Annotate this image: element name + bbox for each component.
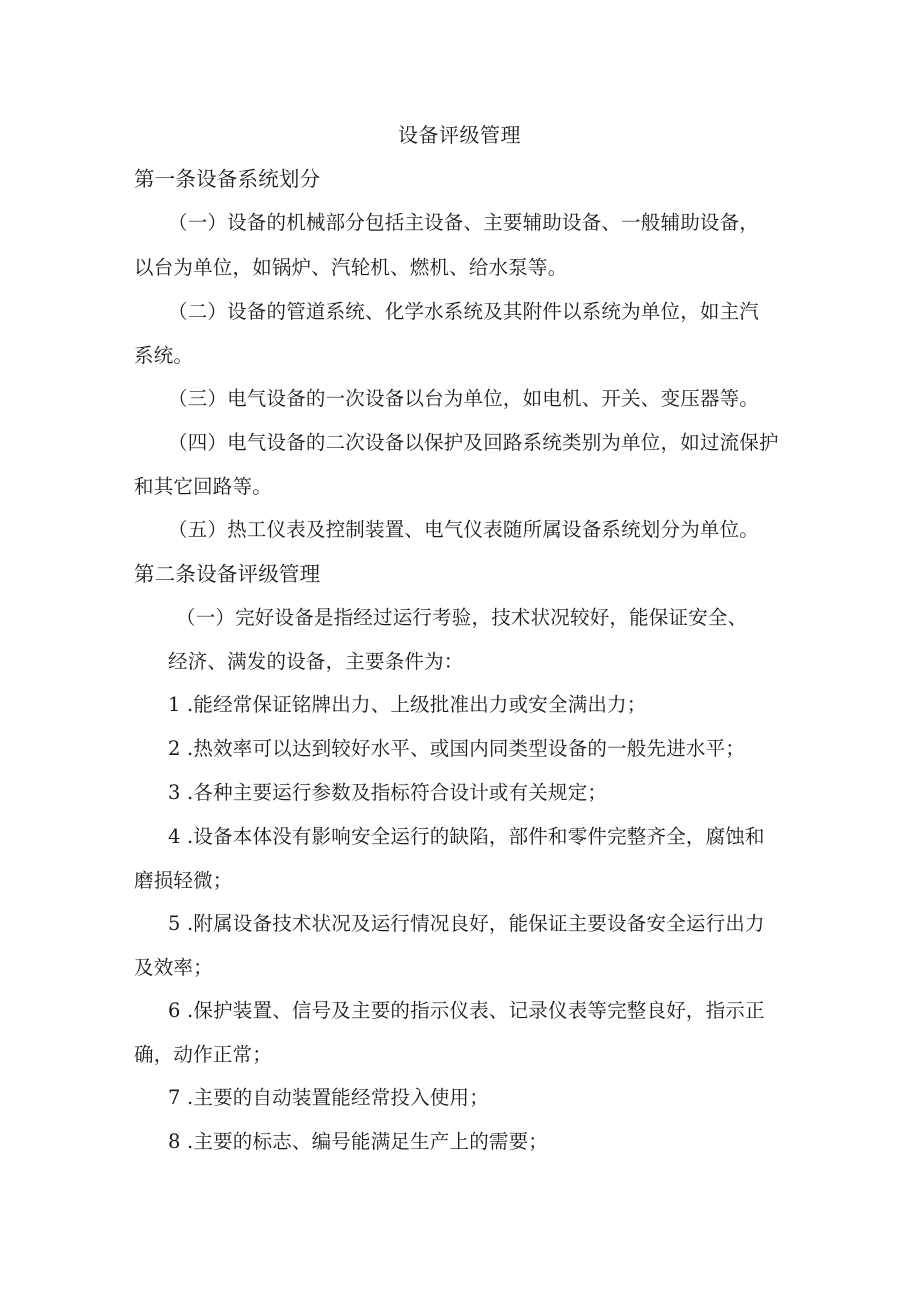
condition-6-line-1: 6 .保护装置、信号及主要的指示仪表、记录仪表等完整良好，指示正 bbox=[168, 999, 765, 1022]
article-1-item-2-line-2: 系统。 bbox=[134, 344, 194, 367]
article-1-item-4-line-1: （四）电气设备的二次设备以保护及回路系统类别为单位，如过流保护 bbox=[168, 431, 779, 454]
condition-2-line-1: 2 .热效率可以达到较好水平、或国内同类型设备的一般先进水平； bbox=[168, 737, 746, 760]
article-1-heading: 第一条设备系统划分 bbox=[134, 167, 321, 191]
article-1-item-1-line-2: 以台为单位，如锅炉、汽轮机、燃机、给水泵等。 bbox=[134, 256, 568, 279]
article-1-item-1-line-1: （一）设备的机械部分包括主设备、主要辅助设备、一般辅助设备， bbox=[168, 211, 760, 234]
document-title: 设备评级管理 bbox=[398, 123, 521, 147]
condition-7-line-1: 7 .主要的自动装置能经常投入使用； bbox=[168, 1086, 489, 1109]
condition-1-line-1: 1 .能经常保证铭牌出力、上级批准出力或安全满出力； bbox=[168, 693, 647, 716]
condition-5-line-1: 5 .附属设备技术状况及运行情况良好，能保证主要设备安全运行出力 bbox=[168, 912, 765, 935]
article-2-intro-line-1: （一）完好设备是指经过运行考验，技术状况较好，能保证安全、 bbox=[176, 606, 748, 629]
article-1-item-2-line-1: （二）设备的管道系统、化学水系统及其附件以系统为单位，如主汽 bbox=[168, 300, 760, 323]
article-1-item-4-line-2: 和其它回路等。 bbox=[134, 475, 272, 498]
condition-5-line-2: 及效率； bbox=[134, 956, 213, 979]
condition-3-line-1: 3 .各种主要运行参数及指标符合设计或有关规定； bbox=[168, 781, 608, 804]
condition-6-line-2: 确，动作正常； bbox=[134, 1043, 272, 1066]
condition-8-line-1: 8 .主要的标志、编号能满足生产上的需要； bbox=[168, 1130, 549, 1153]
article-2-intro-line-2: 经济、满发的设备，主要条件为： bbox=[168, 650, 464, 673]
condition-4-line-1: 4 .设备本体没有影响安全运行的缺陷，部件和零件完整齐全，腐蚀和 bbox=[168, 825, 765, 848]
article-1-item-3-line-1: （三）电气设备的一次设备以台为单位，如电机、开关、变压器等。 bbox=[168, 387, 760, 410]
condition-4-line-2: 磨损轻微； bbox=[134, 869, 233, 892]
article-2-heading: 第二条设备评级管理 bbox=[134, 562, 321, 586]
article-1-item-5-line-1: （五）热工仪表及控制装置、电气仪表随所属设备系统划分为单位。 bbox=[168, 518, 760, 541]
